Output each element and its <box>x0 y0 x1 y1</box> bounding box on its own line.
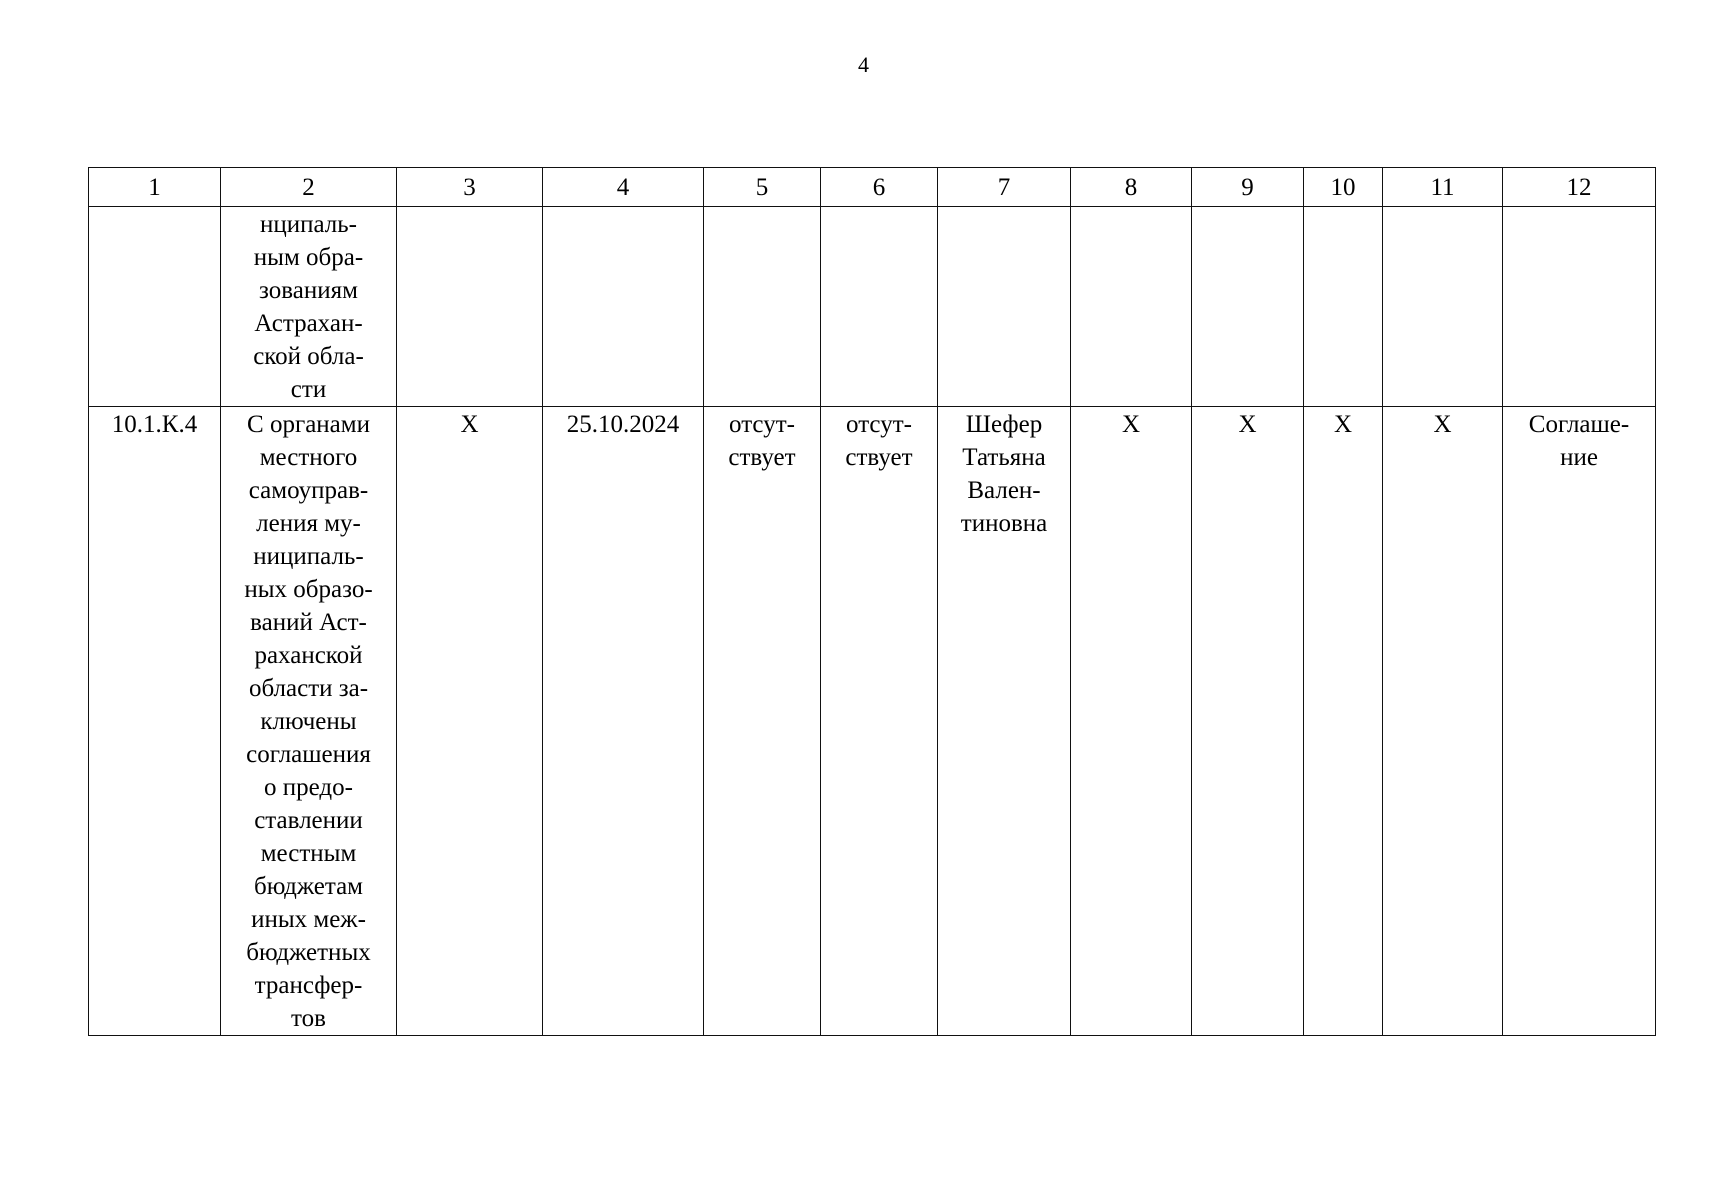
table-cell-code: 10.1.К.4 <box>89 407 221 1036</box>
header-cell: 8 <box>1071 168 1192 207</box>
table-cell <box>1383 207 1503 407</box>
table-cell-document: Соглаше- ние <box>1503 407 1656 1036</box>
table-cell <box>821 207 938 407</box>
table-cell-col3: Х <box>397 407 543 1036</box>
table-cell-description: нципаль- ным обра- зованиям Астрахан- ской обла- сти <box>221 207 397 407</box>
table-cell <box>938 207 1071 407</box>
page-number: 4 <box>858 52 869 77</box>
header-cell: 6 <box>821 168 938 207</box>
table-cell-col11: Х <box>1383 407 1503 1036</box>
table-cell-description: С органами местного самоуправ- ления му- ниципаль- ных образо- ваний Аст- раханской области за- ключены соглашения о предо- ставлении местным бюджетам иных меж- бюджетных трансфер- тов <box>221 407 397 1036</box>
table-cell <box>543 207 704 407</box>
table-cell <box>1192 207 1304 407</box>
table-cell <box>1503 207 1656 407</box>
header-cell: 7 <box>938 168 1071 207</box>
table-cell-col6: отсут- ствует <box>821 407 938 1036</box>
table-cell <box>1304 207 1383 407</box>
table-row-10-1-k-4 <box>89 407 1656 1036</box>
table-cell-col9: Х <box>1192 407 1304 1036</box>
table-cell <box>89 207 221 407</box>
table-cell <box>704 207 821 407</box>
table-header-row <box>89 168 1656 207</box>
table-cell <box>1071 207 1192 407</box>
table-row-continuation <box>89 207 1656 407</box>
header-cell: 4 <box>543 168 704 207</box>
header-cell: 9 <box>1192 168 1304 207</box>
table-cell <box>397 207 543 407</box>
table-cell-date: 25.10.2024 <box>543 407 704 1036</box>
table-cell-col5: отсут- ствует <box>704 407 821 1036</box>
header-cell: 2 <box>221 168 397 207</box>
header-cell: 10 <box>1304 168 1383 207</box>
table-cell-col10: Х <box>1304 407 1383 1036</box>
header-cell: 12 <box>1503 168 1656 207</box>
header-cell: 5 <box>704 168 821 207</box>
table-cell-responsible: Шефер Татьяна Вален- тиновна <box>938 407 1071 1036</box>
table-cell-col8: Х <box>1071 407 1192 1036</box>
header-cell: 3 <box>397 168 543 207</box>
header-cell: 1 <box>89 168 221 207</box>
document-table <box>88 167 1656 1036</box>
header-cell: 11 <box>1383 168 1503 207</box>
